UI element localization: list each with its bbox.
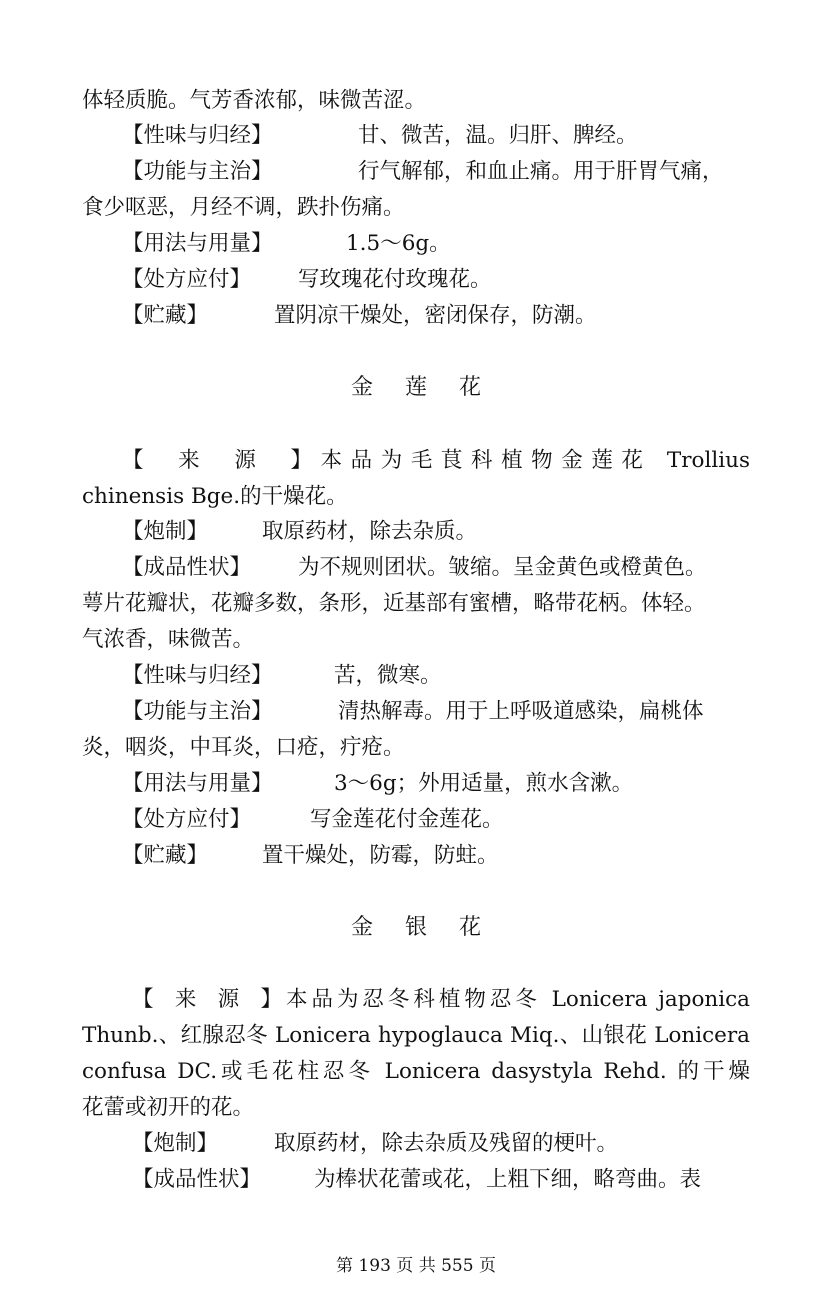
field-xingzhuang xyxy=(132,1165,750,1195)
text-line xyxy=(82,193,750,223)
body-text: 体轻质脆。气芳香浓郁，味微苦涩。 xyxy=(82,88,427,113)
text-line xyxy=(82,733,750,763)
field-heading: 【炮制】 xyxy=(122,519,209,544)
field-gongneng xyxy=(122,157,750,187)
field-text: 甘、微苦，温。归肝、脾经。 xyxy=(358,123,638,148)
field-text: 本品为毛茛科植物金莲花 Trollius xyxy=(312,448,750,473)
field-text: 为不规则团状。皱缩。呈金黄色或橙黄色。 xyxy=(298,555,707,580)
field-heading: 【处方应付】 xyxy=(122,807,252,832)
field-heading: 【成品性状】 xyxy=(122,555,252,580)
field-text: confusa DC.或毛花柱忍冬 Lonicera dasystyla Rehd. 的干燥 xyxy=(82,1059,750,1084)
field-heading: 【性味与归经】 xyxy=(122,123,273,148)
field-text: 行气解郁，和血止痛。用于肝胃气痛， xyxy=(358,159,724,184)
field-paozhi xyxy=(132,1129,750,1159)
field-text: 3～6g；外用适量，煎水含漱。 xyxy=(334,771,634,796)
field-heading: 【成品性状】 xyxy=(132,1167,262,1192)
field-yongfa xyxy=(122,229,750,259)
field-text: 气浓香，味微苦。 xyxy=(82,627,255,652)
field-heading: 【功能与主治】 xyxy=(122,699,273,724)
field-text: 写金莲花付金莲花。 xyxy=(310,807,504,832)
field-text: chinensis Bge.的干燥花。 xyxy=(82,484,348,509)
text-line xyxy=(82,589,750,619)
field-text: 写玫瑰花付玫瑰花。 xyxy=(298,267,492,292)
page-number-footer: 第 193 页 共 555 页 xyxy=(336,1256,496,1276)
field-zhucang xyxy=(122,841,750,871)
field-laiyuan xyxy=(132,985,750,1015)
field-text: 置干燥处，防霉，防蛀。 xyxy=(262,843,499,868)
text-line xyxy=(82,1093,750,1123)
text-line xyxy=(82,1021,750,1051)
field-text: 为棒状花蕾或花，上粗下细，略弯曲。表 xyxy=(314,1167,702,1192)
field-text: 苦，微寒。 xyxy=(334,663,442,688)
field-heading: 【用法与用量】 xyxy=(122,231,273,256)
text-line xyxy=(82,1057,750,1087)
field-text: 1.5～6g。 xyxy=(346,231,451,256)
text-line xyxy=(82,482,750,512)
field-heading: 【性味与归经】 xyxy=(122,663,273,688)
field-text: 清热解毒。用于上呼吸道感染，扁桃体 xyxy=(338,699,704,724)
field-heading: 【功能与主治】 xyxy=(122,159,273,184)
field-heading: 【来源】 xyxy=(122,448,312,473)
field-zhucang xyxy=(122,301,750,331)
field-text: 萼片花瓣状，花瓣多数，条形，近基部有蜜槽，略带花柄。体轻。 xyxy=(82,591,706,616)
section-title: 金莲花 xyxy=(350,375,513,400)
field-heading: 【来源】 xyxy=(132,987,282,1012)
field-xingzhuang xyxy=(122,553,750,583)
text-line xyxy=(82,86,750,116)
section-title: 金银花 xyxy=(350,915,513,940)
field-text: 食少呕恶，月经不调，跌扑伤痛。 xyxy=(82,195,405,220)
field-gongneng xyxy=(122,697,750,727)
field-chufang xyxy=(122,805,750,835)
field-heading: 【用法与用量】 xyxy=(122,771,273,796)
field-heading: 【贮藏】 xyxy=(122,843,209,868)
field-heading: 【炮制】 xyxy=(132,1131,219,1156)
field-text: 取原药材，除去杂质及残留的梗叶。 xyxy=(274,1131,619,1156)
field-text: 花蕾或初开的花。 xyxy=(82,1095,255,1120)
field-chufang xyxy=(122,265,750,295)
field-text: 本品为忍冬科植物忍冬 Lonicera japonica xyxy=(282,987,750,1012)
field-laiyuan xyxy=(122,446,750,476)
field-heading: 【处方应付】 xyxy=(122,267,252,292)
field-yongfa xyxy=(122,769,750,799)
field-heading: 【贮藏】 xyxy=(122,303,209,328)
field-text: 取原药材，除去杂质。 xyxy=(262,519,478,544)
field-text: 炎，咽炎，中耳炎，口疮，疔疮。 xyxy=(82,735,405,760)
field-xingwei xyxy=(122,121,750,151)
field-text: 置阴凉干燥处，密闭保存，防潮。 xyxy=(274,303,597,328)
field-xingwei xyxy=(122,661,750,691)
field-paozhi xyxy=(122,517,750,547)
text-line xyxy=(82,625,750,655)
field-text: Thunb.、红腺忍冬 Lonicera hypoglauca Miq.、山银花 Lonicera xyxy=(82,1023,750,1048)
